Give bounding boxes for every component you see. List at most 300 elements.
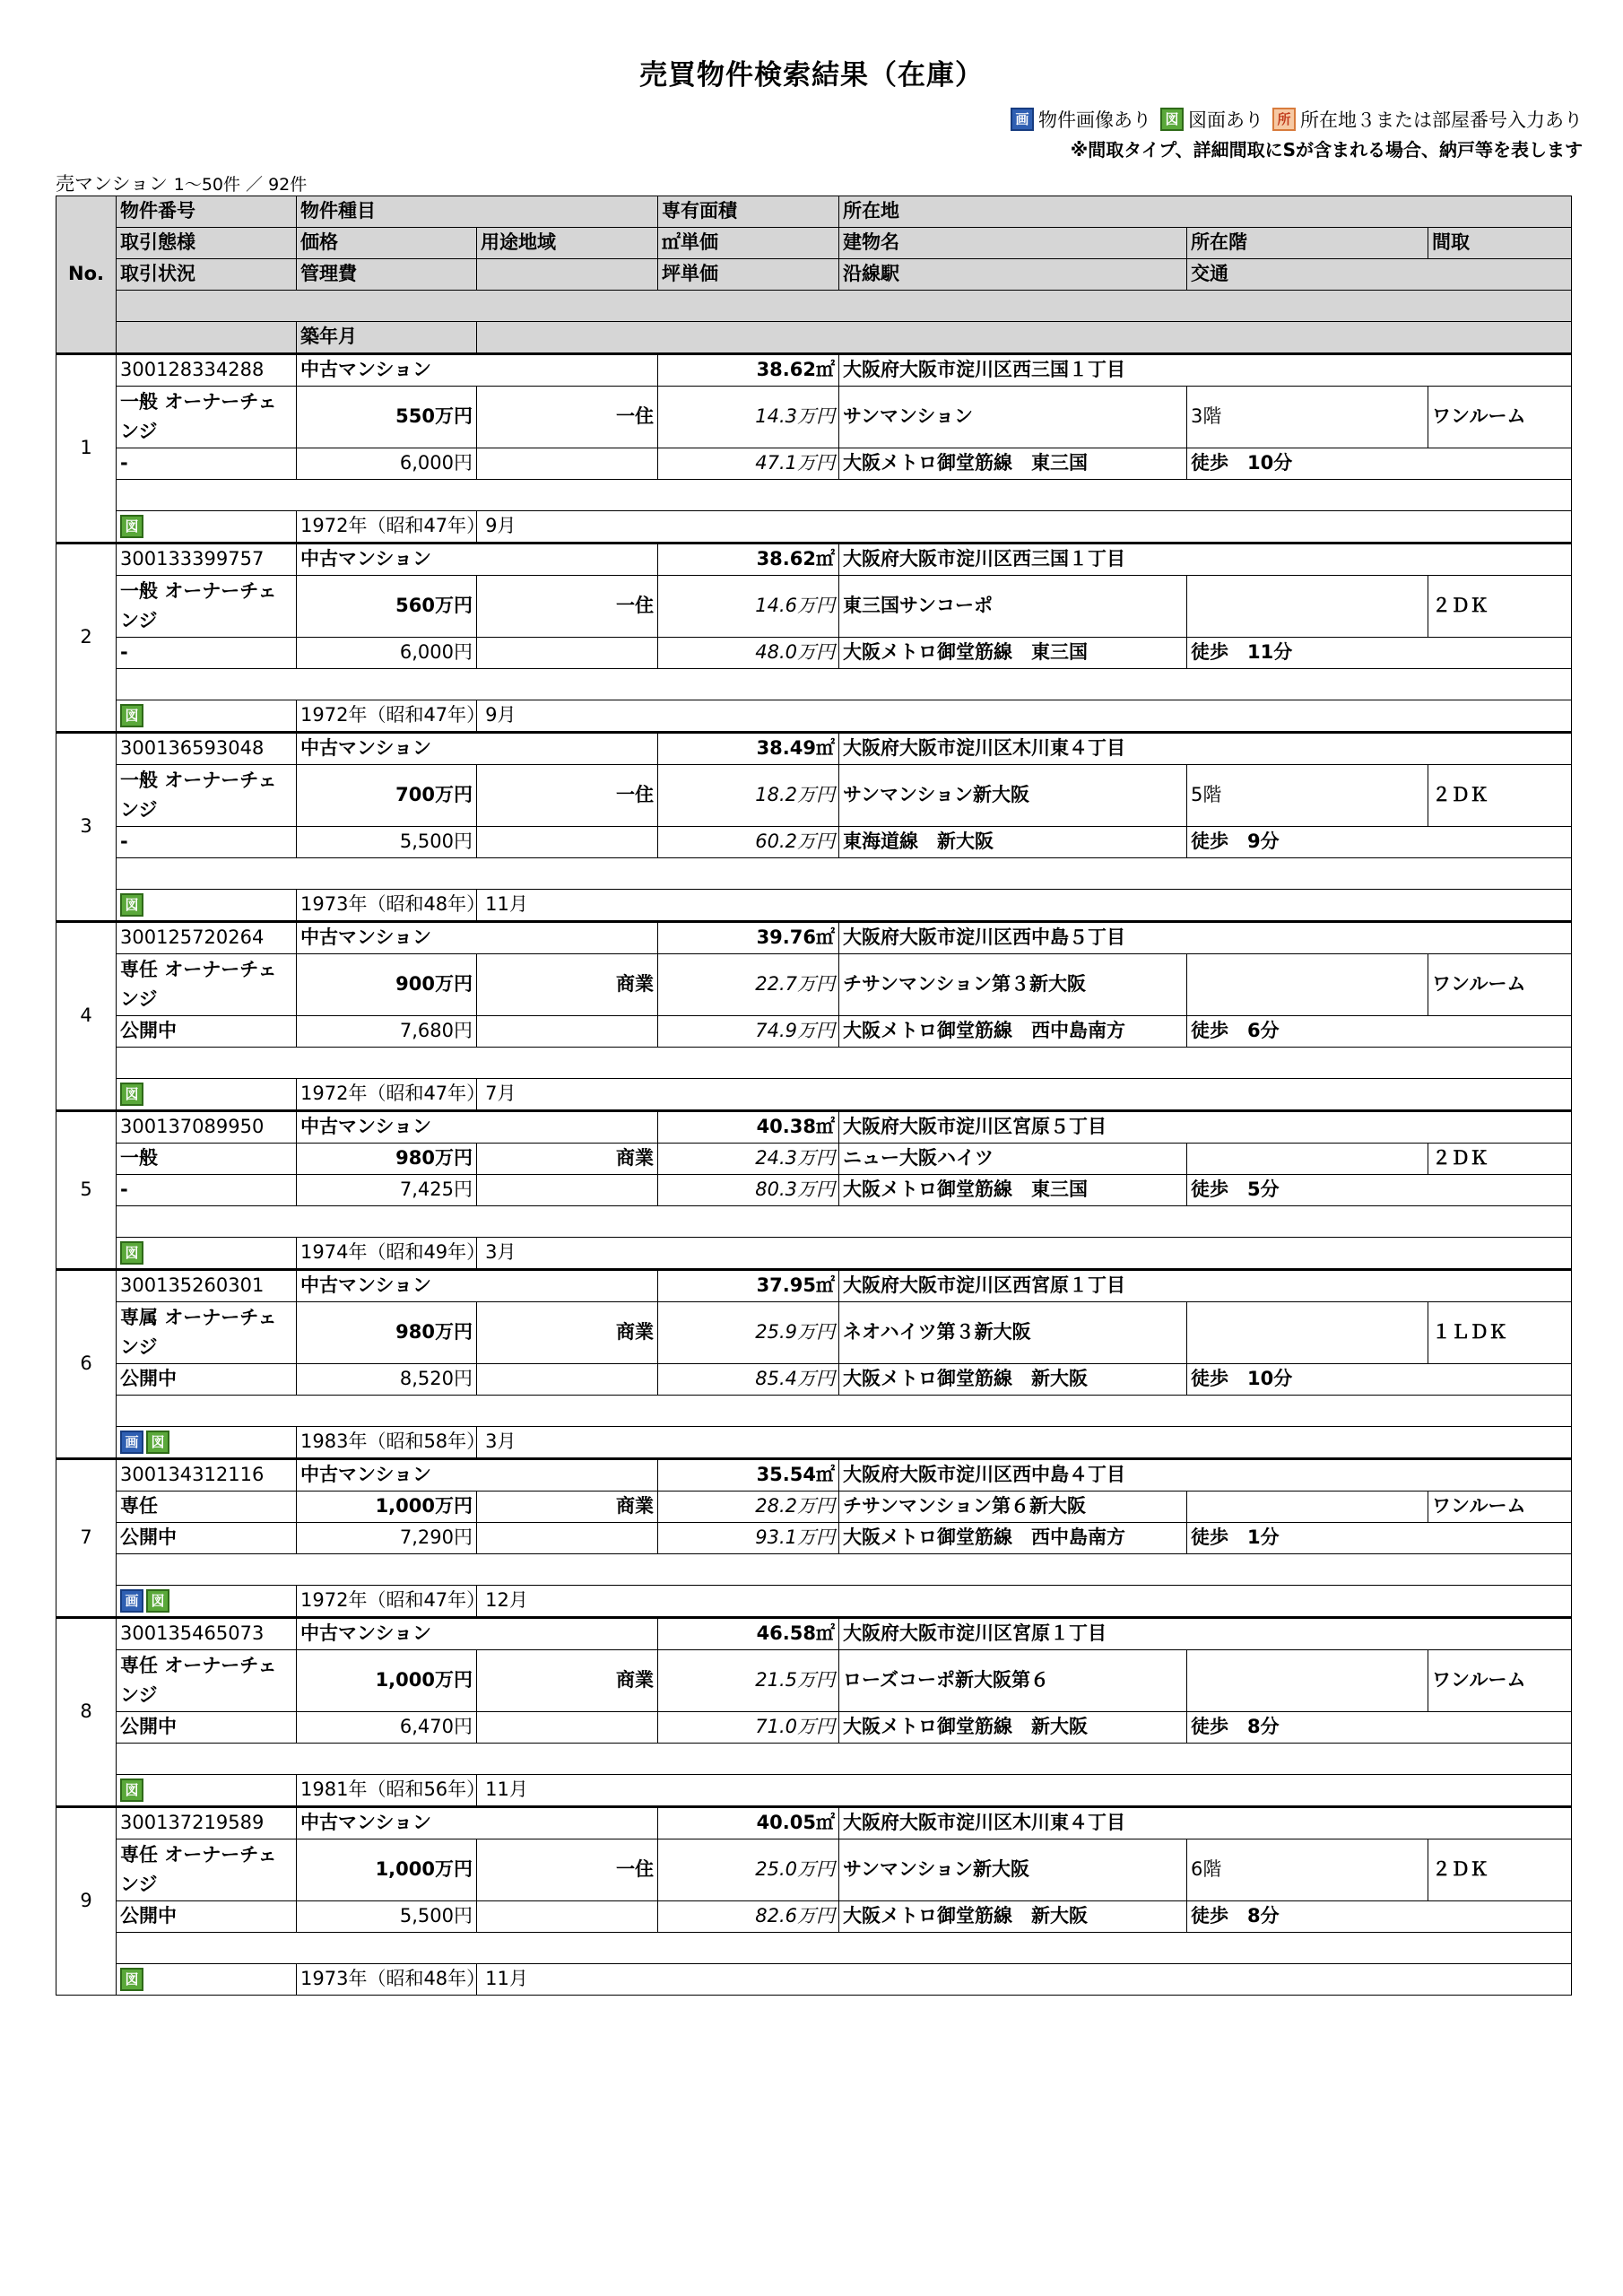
price: 980万円	[297, 1144, 477, 1175]
building-name: サンマンション新大阪	[839, 1839, 1187, 1901]
header-empty	[477, 259, 658, 291]
empty-cell	[477, 448, 658, 480]
table-row	[56, 1270, 1572, 1302]
header-zoning: 用途地域	[477, 228, 658, 259]
table-row	[56, 1492, 1572, 1523]
table-row	[56, 1144, 1572, 1175]
table-row	[56, 1111, 1572, 1144]
management-fee: 5,500円	[297, 827, 477, 858]
management-fee: 7,680円	[297, 1016, 477, 1048]
transaction-type: 一般	[117, 1144, 297, 1175]
floor-plan-icon[interactable]: 図	[120, 515, 143, 538]
zoning: 一住	[477, 387, 658, 448]
floor-plan-icon[interactable]: 図	[146, 1431, 169, 1454]
empty-cell	[477, 1775, 1572, 1807]
empty-cell	[477, 890, 1572, 922]
transaction-type: 一般 オーナーチェンジ	[117, 576, 297, 638]
built-date: 1981年（昭和56年）11月	[297, 1775, 477, 1807]
floor-plan-icon[interactable]: 図	[120, 893, 143, 917]
price: 1,000万円	[297, 1650, 477, 1712]
property-image-icon[interactable]: 画	[120, 1431, 143, 1454]
exclusive-area: 39.76㎡	[658, 922, 839, 954]
table-row	[56, 1396, 1572, 1427]
exclusive-area: 40.38㎡	[658, 1111, 839, 1144]
property-id: 300137089950	[117, 1111, 297, 1144]
layout: ２ＤＫ	[1428, 765, 1572, 827]
transaction-type: 専任	[117, 1492, 297, 1523]
address: 大阪府大阪市淀川区西中島４丁目	[839, 1459, 1572, 1492]
listing-status: -	[117, 638, 297, 669]
blank-row	[117, 1744, 1572, 1775]
floor: 3階	[1187, 387, 1428, 448]
header-area: 専有面積	[658, 196, 839, 228]
legend-item-image	[1011, 106, 1151, 133]
empty-cell	[477, 1964, 1572, 1996]
empty-cell	[477, 511, 1572, 544]
empty-cell	[477, 700, 1572, 733]
header-unit-price-tsubo: 坪単価	[658, 259, 839, 291]
record-number: 7	[56, 1459, 117, 1618]
walk-access: 徒歩 8分	[1187, 1712, 1572, 1744]
header-icons	[117, 322, 297, 354]
address: 大阪府大阪市淀川区木川東４丁目	[839, 1807, 1572, 1839]
blank-row	[117, 1396, 1572, 1427]
built-date: 1974年（昭和49年）3月	[297, 1238, 477, 1270]
result-count	[56, 170, 307, 196]
icon-group	[120, 1779, 292, 1802]
empty-cell	[477, 638, 658, 669]
attachment-icons	[117, 1427, 297, 1459]
blank-row	[117, 1933, 1572, 1964]
transaction-type: 専任 オーナーチェンジ	[117, 954, 297, 1016]
address: 大阪府大阪市淀川区西三国１丁目	[839, 544, 1572, 576]
table-row	[56, 1933, 1572, 1964]
zoning: 商業	[477, 954, 658, 1016]
empty-cell	[477, 1586, 1572, 1618]
zoning: 商業	[477, 1492, 658, 1523]
icon-group	[120, 515, 292, 538]
transaction-type: 専属 オーナーチェンジ	[117, 1302, 297, 1364]
table-row	[56, 1364, 1572, 1396]
record-number: 6	[56, 1270, 117, 1459]
attachment-icons	[117, 1238, 297, 1270]
listing-status: 公開中	[117, 1016, 297, 1048]
property-type: 中古マンション	[297, 1618, 658, 1650]
exclusive-area: 35.54㎡	[658, 1459, 839, 1492]
price: 900万円	[297, 954, 477, 1016]
building-name: ニュー大阪ハイツ	[839, 1144, 1187, 1175]
zoning: 商業	[477, 1302, 658, 1364]
walk-access: 徒歩 9分	[1187, 827, 1572, 858]
floor	[1187, 1650, 1428, 1712]
building-name: サンマンション	[839, 387, 1187, 448]
record-number: 8	[56, 1618, 117, 1807]
attachment-icons	[117, 700, 297, 733]
built-date: 1972年（昭和47年）9月	[297, 700, 477, 733]
header-price: 価格	[297, 228, 477, 259]
attachment-icons	[117, 1964, 297, 1996]
built-date: 1972年（昭和47年）7月	[297, 1079, 477, 1111]
transaction-type: 専任 オーナーチェンジ	[117, 1650, 297, 1712]
property-id: 300136593048	[117, 733, 297, 765]
price-per-tsubo: 82.6万円	[658, 1901, 839, 1933]
header-blank-row	[117, 291, 1572, 322]
layout: ワンルーム	[1428, 954, 1572, 1016]
table-row	[56, 890, 1572, 922]
price-per-tsubo: 80.3万円	[658, 1175, 839, 1206]
table-row	[56, 669, 1572, 700]
exclusive-area: 38.62㎡	[658, 354, 839, 387]
table-row	[56, 922, 1572, 954]
price-per-m2: 14.3万円	[658, 387, 839, 448]
icon-group	[120, 1241, 292, 1265]
layout-note: ※間取タイプ、詳細間取にSが含まれる場合、納戸等を表します	[1070, 139, 1583, 161]
layout: １ＬＤＫ	[1428, 1302, 1572, 1364]
table-row	[56, 1650, 1572, 1712]
table-row	[56, 1175, 1572, 1206]
header-property-type: 物件種目	[297, 196, 658, 228]
address: 大阪府大阪市淀川区木川東４丁目	[839, 733, 1572, 765]
price-per-tsubo: 48.0万円	[658, 638, 839, 669]
attachment-icons	[117, 1775, 297, 1807]
station: 大阪メトロ御堂筋線 東三国	[839, 448, 1187, 480]
header-floor: 所在階	[1187, 228, 1428, 259]
empty-cell	[477, 1901, 658, 1933]
price-per-m2: 18.2万円	[658, 765, 839, 827]
record-number: 3	[56, 733, 117, 922]
attachment-icons	[117, 1586, 297, 1618]
price: 550万円	[297, 387, 477, 448]
layout: ２ＤＫ	[1428, 576, 1572, 638]
header-access: 交通	[1187, 259, 1572, 291]
table-row	[56, 765, 1572, 827]
floor: 5階	[1187, 765, 1428, 827]
exclusive-area: 40.05㎡	[658, 1807, 839, 1839]
legend-item-address	[1272, 106, 1583, 133]
address-detail-icon: 所	[1272, 108, 1296, 131]
price-per-m2: 28.2万円	[658, 1492, 839, 1523]
header-no: No.	[56, 196, 117, 354]
floor	[1187, 954, 1428, 1016]
empty-cell	[477, 1238, 1572, 1270]
legend-label: 物件画像あり	[1038, 109, 1151, 131]
floor	[1187, 1492, 1428, 1523]
table-row	[56, 354, 1572, 387]
listing-status: 公開中	[117, 1901, 297, 1933]
price-per-m2: 14.6万円	[658, 576, 839, 638]
record-number: 9	[56, 1807, 117, 1996]
table-row	[56, 1206, 1572, 1238]
zoning: 一住	[477, 576, 658, 638]
floor-plan-icon[interactable]: 図	[120, 1241, 143, 1265]
table-row	[56, 827, 1572, 858]
transaction-type: 一般 オーナーチェンジ	[117, 765, 297, 827]
listing-status: 公開中	[117, 1364, 297, 1396]
management-fee: 7,290円	[297, 1523, 477, 1554]
table-row	[56, 954, 1572, 1016]
built-date: 1973年（昭和48年）11月	[297, 890, 477, 922]
building-name: 東三国サンコーポ	[839, 576, 1187, 638]
management-fee: 7,425円	[297, 1175, 477, 1206]
floor	[1187, 576, 1428, 638]
price-per-tsubo: 71.0万円	[658, 1712, 839, 1744]
table-row	[56, 1901, 1572, 1933]
address: 大阪府大阪市淀川区西中島５丁目	[839, 922, 1572, 954]
header-built: 築年月	[297, 322, 477, 354]
built-date: 1972年（昭和47年）12月	[297, 1586, 477, 1618]
table-row	[56, 576, 1572, 638]
price-per-tsubo: 85.4万円	[658, 1364, 839, 1396]
empty-cell	[477, 1364, 658, 1396]
property-type: 中古マンション	[297, 1111, 658, 1144]
building-name: チサンマンション第３新大阪	[839, 954, 1187, 1016]
legend-label: 所在地３または部屋番号入力あり	[1300, 109, 1583, 131]
price: 1,000万円	[297, 1839, 477, 1901]
transaction-type: 専任 オーナーチェンジ	[117, 1839, 297, 1901]
table-row	[56, 1523, 1572, 1554]
icon-group	[120, 1968, 292, 1991]
table-row	[56, 1964, 1572, 1996]
result-category: 売マンション	[56, 173, 169, 195]
header-station: 沿線駅	[839, 259, 1187, 291]
property-id: 300135260301	[117, 1270, 297, 1302]
table-row	[56, 387, 1572, 448]
listing-status: -	[117, 448, 297, 480]
floor	[1187, 1144, 1428, 1175]
listing-status: 公開中	[117, 1712, 297, 1744]
empty-cell	[477, 1175, 658, 1206]
station: 大阪メトロ御堂筋線 新大阪	[839, 1901, 1187, 1933]
header-empty	[477, 322, 1572, 354]
attachment-icons	[117, 890, 297, 922]
price: 980万円	[297, 1302, 477, 1364]
results-table	[56, 196, 1572, 1996]
floor: 6階	[1187, 1839, 1428, 1901]
zoning: 商業	[477, 1650, 658, 1712]
table-row	[56, 1618, 1572, 1650]
record-number: 5	[56, 1111, 117, 1270]
table-row	[56, 544, 1572, 576]
property-id: 300135465073	[117, 1618, 297, 1650]
result-range: 1〜50件 ／ 92件	[173, 175, 308, 195]
header-transaction: 取引態様	[117, 228, 297, 259]
empty-cell	[477, 1079, 1572, 1111]
layout: ワンルーム	[1428, 1650, 1572, 1712]
price-per-tsubo: 60.2万円	[658, 827, 839, 858]
attachment-icons	[117, 1079, 297, 1111]
price: 700万円	[297, 765, 477, 827]
station: 東海道線 新大阪	[839, 827, 1187, 858]
table-row	[56, 1048, 1572, 1079]
building-name: ローズコーポ新大阪第６	[839, 1650, 1187, 1712]
walk-access: 徒歩 1分	[1187, 1523, 1572, 1554]
floor-plan-icon[interactable]: 図	[120, 1779, 143, 1802]
listing-status: -	[117, 1175, 297, 1206]
blank-row	[117, 1206, 1572, 1238]
listing-status: 公開中	[117, 1523, 297, 1554]
record-number: 2	[56, 544, 117, 733]
property-image-icon: 画	[1011, 108, 1034, 131]
layout: ２ＤＫ	[1428, 1839, 1572, 1901]
header-address: 所在地	[839, 196, 1572, 228]
blank-row	[117, 480, 1572, 511]
icon-group	[120, 893, 292, 917]
station: 大阪メトロ御堂筋線 新大阪	[839, 1364, 1187, 1396]
walk-access: 徒歩 10分	[1187, 1364, 1572, 1396]
table-row	[56, 1016, 1572, 1048]
property-id: 300137219589	[117, 1807, 297, 1839]
table-row	[56, 480, 1572, 511]
price-per-tsubo: 93.1万円	[658, 1523, 839, 1554]
table-row	[56, 1712, 1572, 1744]
station: 大阪メトロ御堂筋線 東三国	[839, 638, 1187, 669]
management-fee: 5,500円	[297, 1901, 477, 1933]
management-fee: 8,520円	[297, 1364, 477, 1396]
transaction-type: 一般 オーナーチェンジ	[117, 387, 297, 448]
table-row	[56, 1459, 1572, 1492]
management-fee: 6,000円	[297, 638, 477, 669]
zoning: 一住	[477, 765, 658, 827]
table-row	[56, 1807, 1572, 1839]
header-mgmt-fee: 管理費	[297, 259, 477, 291]
empty-cell	[477, 1016, 658, 1048]
price-per-m2: 22.7万円	[658, 954, 839, 1016]
record-number: 1	[56, 354, 117, 544]
station: 大阪メトロ御堂筋線 新大阪	[839, 1712, 1187, 1744]
address: 大阪府大阪市淀川区西宮原１丁目	[839, 1270, 1572, 1302]
building-name: サンマンション新大阪	[839, 765, 1187, 827]
floor	[1187, 1302, 1428, 1364]
exclusive-area: 38.62㎡	[658, 544, 839, 576]
price: 560万円	[297, 576, 477, 638]
table-row	[56, 1302, 1572, 1364]
property-type: 中古マンション	[297, 922, 658, 954]
listing-status: -	[117, 827, 297, 858]
property-type: 中古マンション	[297, 1459, 658, 1492]
table-row	[56, 1238, 1572, 1270]
property-id: 300128334288	[117, 354, 297, 387]
exclusive-area: 46.58㎡	[658, 1618, 839, 1650]
management-fee: 6,470円	[297, 1712, 477, 1744]
built-date: 1972年（昭和47年）9月	[297, 511, 477, 544]
building-name: ネオハイツ第３新大阪	[839, 1302, 1187, 1364]
property-image-icon[interactable]: 画	[120, 1589, 143, 1613]
page-title: 売買物件検索結果（在庫）	[639, 59, 984, 91]
table-body	[56, 354, 1572, 1996]
icon-group	[120, 1589, 292, 1613]
table-row	[56, 638, 1572, 669]
blank-row	[117, 1554, 1572, 1586]
header-building-name: 建物名	[839, 228, 1187, 259]
price-per-m2: 21.5万円	[658, 1650, 839, 1712]
icon-group	[120, 1083, 292, 1106]
price-per-m2: 24.3万円	[658, 1144, 839, 1175]
address: 大阪府大阪市淀川区西三国１丁目	[839, 354, 1572, 387]
floor-plan-icon[interactable]: 図	[146, 1589, 169, 1613]
station: 大阪メトロ御堂筋線 西中島南方	[839, 1523, 1187, 1554]
table-row	[56, 1775, 1572, 1807]
header-layout: 間取	[1428, 228, 1572, 259]
empty-cell	[477, 1427, 1572, 1459]
table-row	[56, 1839, 1572, 1901]
table-row	[56, 1586, 1572, 1618]
exclusive-area: 38.49㎡	[658, 733, 839, 765]
legend-label: 図面あり	[1188, 109, 1263, 131]
built-date: 1973年（昭和48年）11月	[297, 1964, 477, 1996]
station: 大阪メトロ御堂筋線 西中島南方	[839, 1016, 1187, 1048]
table-row	[56, 1744, 1572, 1775]
floor-plan-icon[interactable]: 図	[120, 1968, 143, 1991]
table-row	[56, 1427, 1572, 1459]
table-row	[56, 700, 1572, 733]
record-number: 4	[56, 922, 117, 1111]
walk-access: 徒歩 10分	[1187, 448, 1572, 480]
layout: ワンルーム	[1428, 1492, 1572, 1523]
icon-group	[120, 704, 292, 727]
zoning: 一住	[477, 1839, 658, 1901]
icon-group	[120, 1431, 292, 1454]
header-property-no: 物件番号	[117, 196, 297, 228]
floor-plan-icon[interactable]: 図	[120, 1083, 143, 1106]
property-type: 中古マンション	[297, 1807, 658, 1839]
blank-row	[117, 858, 1572, 890]
price-per-m2: 25.0万円	[658, 1839, 839, 1901]
table-row	[56, 858, 1572, 890]
layout: ワンルーム	[1428, 387, 1572, 448]
address: 大阪府大阪市淀川区宮原１丁目	[839, 1618, 1572, 1650]
table-row	[56, 511, 1572, 544]
zoning: 商業	[477, 1144, 658, 1175]
built-date: 1983年（昭和58年）3月	[297, 1427, 477, 1459]
management-fee: 6,000円	[297, 448, 477, 480]
empty-cell	[477, 827, 658, 858]
table-row	[56, 448, 1572, 480]
table-row	[56, 1079, 1572, 1111]
station: 大阪メトロ御堂筋線 東三国	[839, 1175, 1187, 1206]
exclusive-area: 37.95㎡	[658, 1270, 839, 1302]
price-per-tsubo: 74.9万円	[658, 1016, 839, 1048]
price-per-tsubo: 47.1万円	[658, 448, 839, 480]
walk-access: 徒歩 11分	[1187, 638, 1572, 669]
property-id: 300125720264	[117, 922, 297, 954]
header-unit-price-m2: ㎡単価	[658, 228, 839, 259]
property-type: 中古マンション	[297, 733, 658, 765]
walk-access: 徒歩 5分	[1187, 1175, 1572, 1206]
table-row	[56, 733, 1572, 765]
building-name: チサンマンション第６新大阪	[839, 1492, 1187, 1523]
empty-cell	[477, 1523, 658, 1554]
floor-plan-icon: 図	[1160, 108, 1184, 131]
blank-row	[117, 669, 1572, 700]
address: 大阪府大阪市淀川区宮原５丁目	[839, 1111, 1572, 1144]
floor-plan-icon[interactable]: 図	[120, 704, 143, 727]
attachment-icons	[117, 511, 297, 544]
table-header	[56, 196, 1572, 354]
property-type: 中古マンション	[297, 1270, 658, 1302]
property-id: 300134312116	[117, 1459, 297, 1492]
price: 1,000万円	[297, 1492, 477, 1523]
walk-access: 徒歩 6分	[1187, 1016, 1572, 1048]
header-status: 取引状況	[117, 259, 297, 291]
legend-item-plan	[1160, 106, 1263, 133]
property-type: 中古マンション	[297, 544, 658, 576]
empty-cell	[477, 1712, 658, 1744]
walk-access: 徒歩 8分	[1187, 1901, 1572, 1933]
table-row	[56, 1554, 1572, 1586]
property-id: 300133399757	[117, 544, 297, 576]
price-per-m2: 25.9万円	[658, 1302, 839, 1364]
blank-row	[117, 1048, 1572, 1079]
